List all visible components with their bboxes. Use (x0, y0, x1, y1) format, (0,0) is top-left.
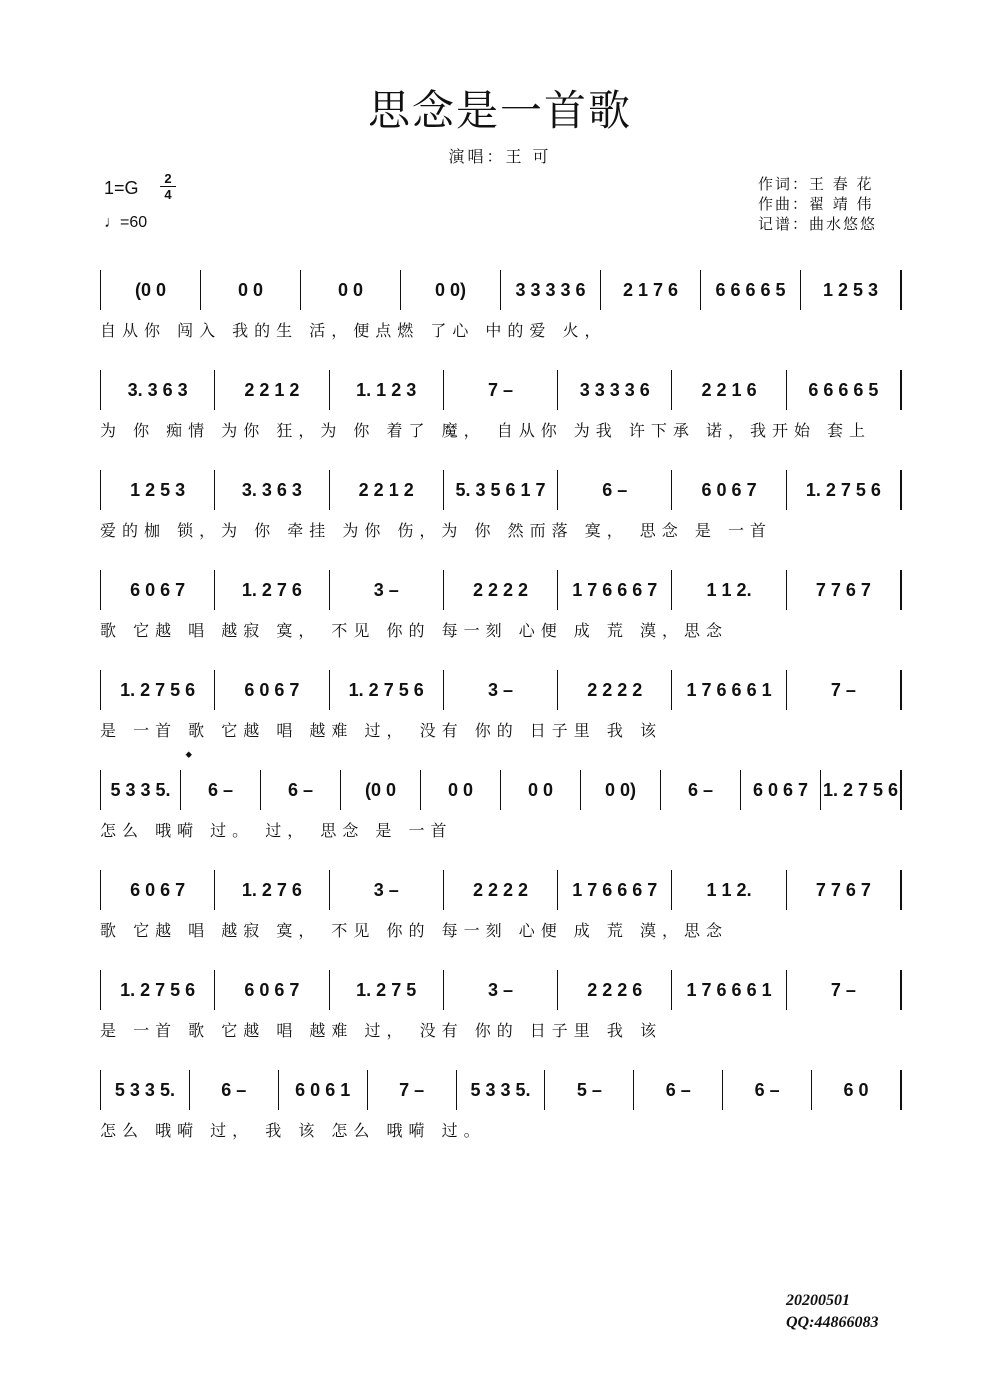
measure: 6 6 6 6 5 (700, 270, 800, 310)
measure: 6 0 6 7 (740, 770, 820, 810)
measure: 3 – (329, 870, 443, 910)
notation-row (100, 470, 902, 510)
measure: (0 0 (100, 270, 200, 310)
transcriber-credit: 记谱：曲水悠悠 (758, 215, 878, 233)
measure: 2 2 2 2 (443, 870, 557, 910)
measure: 6 – (180, 770, 260, 810)
footer-date: 20200501 (786, 1292, 850, 1309)
coda-mark: 𝄌 (186, 748, 192, 767)
measure: 5 – (544, 1070, 633, 1110)
notation-row (100, 670, 902, 710)
lyrics-line: 怎么 哦嗬 过， 我 该 怎么 哦嗬 过。 (100, 1121, 486, 1140)
time-signature-top: 2 (164, 171, 172, 186)
measure: 1 1 2. (671, 870, 785, 910)
measure: 6 0 6 7 (214, 670, 328, 710)
measure: (0 0 (340, 770, 420, 810)
measure: 6 0 6 1 (278, 1070, 367, 1110)
measure: 5 3 3 5. (100, 1070, 189, 1110)
measure: 5 3 3 5. (456, 1070, 545, 1110)
measure: 1. 2 7 5 6 (100, 970, 214, 1010)
measure: 6 – (722, 1070, 811, 1110)
notation-row (100, 870, 902, 910)
measure: 6 6 6 6 5 (786, 370, 900, 410)
measure: 7 – (443, 370, 557, 410)
measure: 1. 2 7 5 6 (100, 670, 214, 710)
measure: 1. 1 2 3 (329, 370, 443, 410)
measure: 3 3 3 3 6 (500, 270, 600, 310)
measure: 1. 2 7 5 (329, 970, 443, 1010)
measure: 1. 2 7 6 (214, 570, 328, 610)
score-system (100, 970, 900, 1050)
lyricist-credit: 作词：王 春 花 (758, 175, 874, 193)
measure: 3 – (443, 670, 557, 710)
notation-row (100, 270, 902, 310)
measure: 3 3 3 3 6 (557, 370, 671, 410)
measure: 0 0) (580, 770, 660, 810)
measure: 3 – (329, 570, 443, 610)
score-system (100, 370, 900, 450)
measure: 1 2 5 3 (800, 270, 900, 310)
measure: 7 – (786, 670, 900, 710)
measure: 6 0 6 7 (100, 870, 214, 910)
measure: 3. 3 6 3 (214, 470, 328, 510)
measure: 2 2 1 2 (329, 470, 443, 510)
lyrics-line: 歌 它越 唱 越寂 寞， 不见 你的 每一刻 心便 成 荒 漠，思念 (100, 621, 728, 640)
measure: 6 0 6 7 (214, 970, 328, 1010)
measure: 7 – (367, 1070, 456, 1110)
measure: 7 7 6 7 (786, 570, 900, 610)
measure: 6 0 6 7 (671, 470, 785, 510)
notation-row (100, 770, 902, 810)
score-system (100, 670, 900, 750)
score-system (100, 570, 900, 650)
measure: 0 0 (300, 270, 400, 310)
measure: 2 2 1 2 (214, 370, 328, 410)
measure: 2 2 1 6 (671, 370, 785, 410)
measure: 6 – (189, 1070, 278, 1110)
lyrics-line: 自从你 闯入 我的生 活，便点燃 了心 中的爱 火， (100, 321, 607, 340)
measure: 0 0 (200, 270, 300, 310)
footer-stamp (786, 1290, 878, 1334)
measure: 5. 3 5 6 1 7 (443, 470, 557, 510)
lyrics-line: 爱的枷 锁，为 你 牵挂 为你 伤，为 你 然而落 寞， 思念 是 一首 (100, 521, 772, 540)
measure: 3. 3 6 3 (100, 370, 214, 410)
score-system (100, 470, 900, 550)
lyrics-line: 是 一首 歌 它越 唱 越难 过， 没有 你的 日子里 我 该 (100, 1021, 662, 1040)
credits (758, 174, 877, 234)
lyrics-line: 是 一首 歌 它越 唱 越难 过， 没有 你的 日子里 我 该 (100, 721, 662, 740)
notation-row (100, 1070, 902, 1110)
measure: 7 – (786, 970, 900, 1010)
measure: 1 7 6 6 6 7 (557, 870, 671, 910)
measure: 1. 2 7 5 6 (820, 770, 900, 810)
measure: 3 – (443, 970, 557, 1010)
score-system (100, 1070, 900, 1150)
score-system (100, 748, 900, 850)
measure: 1. 2 7 5 6 (329, 670, 443, 710)
measure: 1. 2 7 6 (214, 870, 328, 910)
measure: 6 – (660, 770, 740, 810)
composer-credit: 作曲：翟 靖 伟 (758, 195, 874, 213)
measure: 1. 2 7 5 6 (786, 470, 900, 510)
tempo-marking: ♩=60 (104, 214, 148, 231)
footer-qq: QQ:44866083 (786, 1314, 879, 1331)
measure: 6 – (260, 770, 340, 810)
measure: 0 0 (500, 770, 580, 810)
measure: 2 1 7 6 (600, 270, 700, 310)
time-signature (160, 172, 176, 201)
measure: 2 2 2 2 (443, 570, 557, 610)
measure: 6 – (557, 470, 671, 510)
singer-credit: 演唱：王 可 (448, 147, 552, 166)
measure: 1 7 6 6 6 1 (671, 670, 785, 710)
measure: 5 3 3 5. (100, 770, 180, 810)
page-title: 思念是一首歌 (367, 86, 632, 135)
score-system (100, 270, 900, 350)
lyrics-line: 歌 它越 唱 越寂 寞， 不见 你的 每一刻 心便 成 荒 漠，思念 (100, 921, 728, 940)
score-system (100, 870, 900, 950)
notation-row (100, 570, 902, 610)
key-signature: 1=G (104, 178, 139, 198)
lyrics-line: 为 你 痴情 为你 狂，为 你 着了 魔， 自从你 为我 许下承 诺，我开始 套上 (100, 421, 872, 440)
measure: 2 2 2 2 (557, 670, 671, 710)
lyrics-line: 怎么 哦嗬 过。 过， 思念 是 一首 (100, 821, 453, 840)
measure: 1 7 6 6 6 7 (557, 570, 671, 610)
measure: 1 2 5 3 (100, 470, 214, 510)
notation-row (100, 970, 902, 1010)
measure: 6 0 (811, 1070, 900, 1110)
measure: 0 0 (420, 770, 500, 810)
measure: 6 0 6 7 (100, 570, 214, 610)
measure: 2 2 2 6 (557, 970, 671, 1010)
measure: 7 7 6 7 (786, 870, 900, 910)
measure: 6 – (633, 1070, 722, 1110)
measure: 0 0) (400, 270, 500, 310)
notation-row (100, 370, 902, 410)
measure: 1 1 2. (671, 570, 785, 610)
measure: 1 7 6 6 6 1 (671, 970, 785, 1010)
time-signature-bottom: 4 (164, 187, 172, 202)
